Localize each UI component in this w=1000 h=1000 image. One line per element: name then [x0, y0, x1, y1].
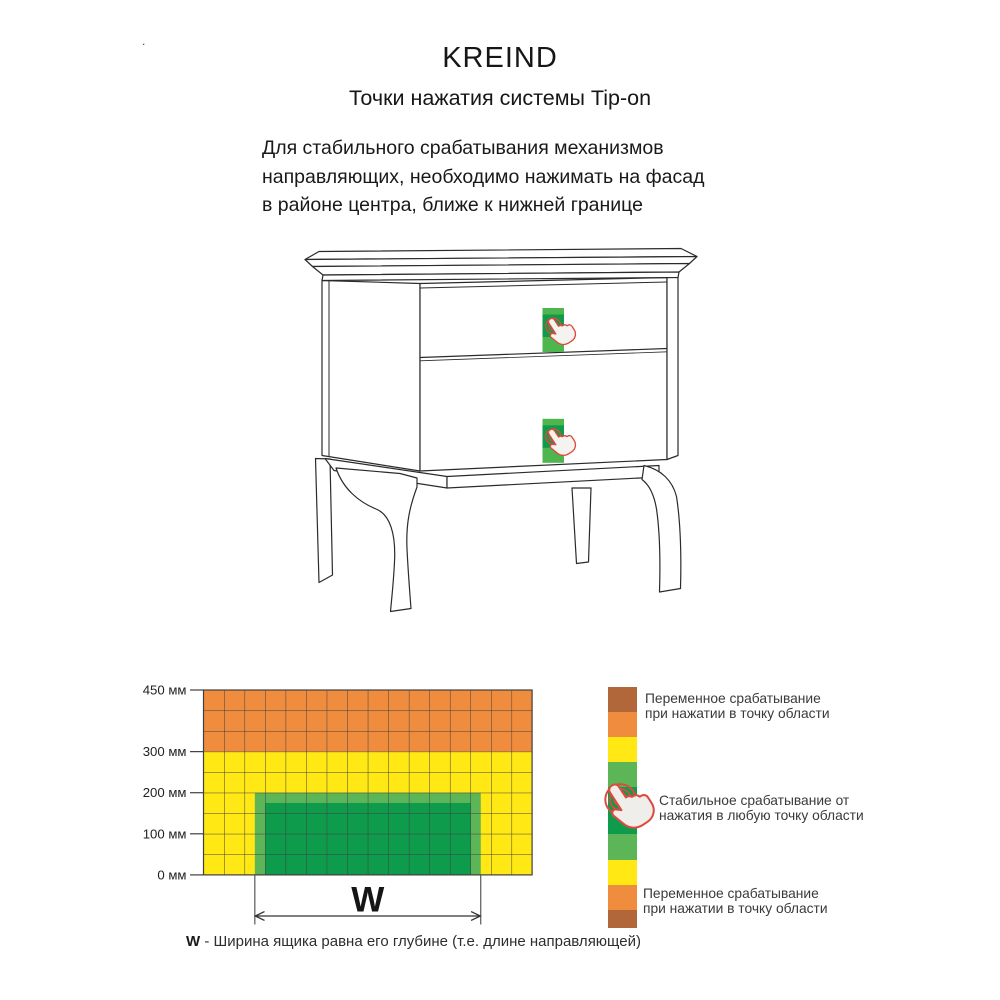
side-panel — [322, 281, 420, 472]
legend-seg-orange-top — [608, 712, 637, 737]
tap-hand-icon — [599, 773, 659, 836]
legend-seg-brown-bottom — [608, 910, 637, 928]
legend-item-line: при нажатии в точку области — [643, 900, 828, 916]
legend-seg-yellow-top — [608, 737, 637, 762]
y-axis-ticks — [190, 690, 204, 875]
legend-seg-orange-bottom — [608, 885, 637, 910]
grid-lines — [204, 690, 533, 875]
front-rail — [447, 466, 659, 489]
tick-100: 100 мм — [142, 826, 187, 842]
legend-item-line: при нажатии в точку области — [645, 705, 830, 721]
width-note-symbol: W — [186, 933, 201, 950]
intro-line-3: в районе центра, ближе к нижней границе — [262, 194, 643, 217]
brand-title: KREIND — [442, 42, 558, 74]
legend-item-variable-top — [645, 692, 830, 722]
tick-300: 300 мм — [142, 744, 187, 760]
back-left-leg — [316, 459, 333, 583]
intro-line-1: Для стабильного срабатывания механизмов — [262, 137, 664, 159]
stray-dot: . — [142, 34, 146, 48]
legend-item-line: нажатия в любую точку области — [659, 807, 864, 823]
right-edge — [667, 273, 678, 460]
width-note — [186, 933, 641, 950]
legend-tap-icon — [586, 772, 666, 852]
right-leg — [642, 466, 681, 593]
width-note-text: - Ширина ящика равна его глубине (т.е. длине направляющей) — [200, 933, 641, 950]
legend-item-stable — [659, 794, 864, 824]
legend-item-line: Переменное срабатывание — [645, 691, 821, 706]
tick-200: 200 мм — [142, 785, 187, 801]
tick-450: 450 мм — [142, 682, 187, 698]
middle-leg — [572, 488, 591, 564]
press-zone-chart — [140, 675, 560, 937]
legend-item-line: Стабильное срабатывание от — [659, 793, 850, 808]
nightstand-body — [305, 249, 697, 472]
page-subtitle: Точки нажатия системы Tip-on — [348, 86, 652, 110]
nightstand-base — [316, 459, 681, 612]
intro-line-2: направляющих, необходимо нажимать на фасад — [262, 165, 705, 188]
w-label: W — [351, 880, 385, 920]
front-left-leg — [336, 468, 417, 612]
y-axis-labels — [143, 683, 187, 883]
legend-seg-yellow-bottom — [608, 860, 637, 885]
nightstand-drawing — [280, 240, 720, 635]
legend-item-line: Переменное срабатывание — [643, 886, 819, 901]
tick-0: 0 мм — [157, 867, 187, 883]
legend-item-variable-bottom — [643, 887, 828, 917]
intro-paragraph — [262, 134, 705, 220]
legend-seg-brown-top — [608, 687, 637, 712]
